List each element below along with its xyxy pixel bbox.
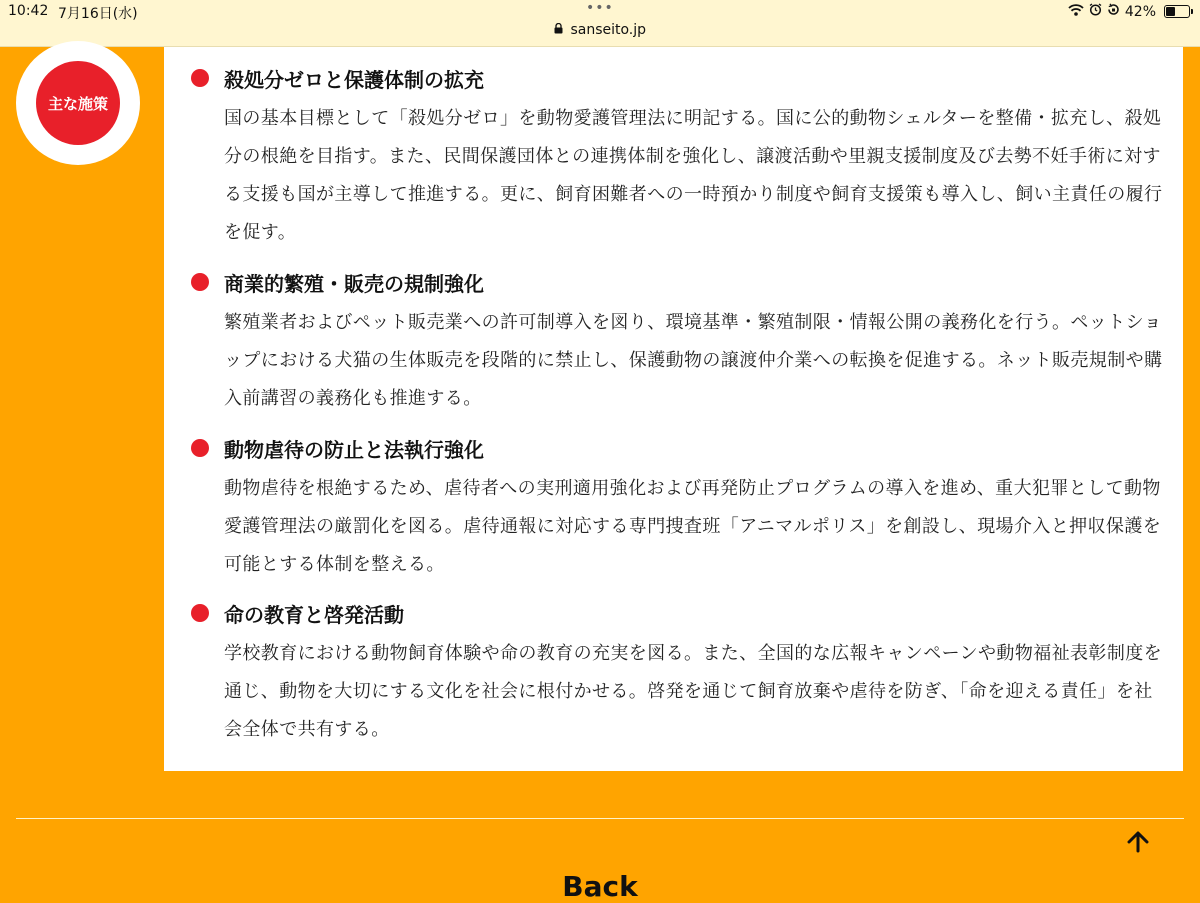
- url-text: sanseito.jp: [570, 22, 647, 38]
- policy-body: 動物虐待を根絶するため、虐待者への実刑適用強化および再発防止プログラムの導入を進め、重大犯罪として動物愛護管理法の厳罰化を図る。虐待通報に対応する専門捜査班「アニマルポリス」を創設し、現場介入と押収保護を可能とする体制を整える。: [224, 478, 1162, 575]
- red-bullet-icon: [191, 273, 209, 291]
- arrow-up-icon: [1124, 828, 1152, 856]
- battery-percent: 42%: [1124, 3, 1156, 20]
- red-bullet-icon: [191, 69, 209, 87]
- policy-heading: [190, 266, 1170, 298]
- policy-body: 国の基本目標として「殺処分ゼロ」を動物愛護管理法に明記する。国に公的動物シェルターを整備・拡充し、殺処分の根絶を目指す。また、民間保護団体との連携体制を強化し、譲渡活動や里親支援制度及び去勢不妊手術に対する支援も国が主導して推進する。更に、飼育困難者への一時預かり制度や飼育支援策も導入し、飼い主責任の履行を促す。: [224, 108, 1163, 243]
- policy-heading: [190, 597, 1170, 629]
- address-bar[interactable]: [0, 22, 1200, 38]
- policy-title: 殺処分ゼロと保護体制の拡充: [224, 67, 484, 92]
- wifi-icon: [1068, 4, 1084, 20]
- policy-card: [164, 47, 1183, 771]
- battery-icon: [1164, 5, 1190, 18]
- status-indicators: [1068, 3, 1190, 20]
- policy-title: 命の教育と啓発活動: [224, 602, 404, 627]
- policy-item: [190, 62, 1170, 252]
- red-bullet-icon: [191, 604, 209, 622]
- policy-title: 動物虐待の防止と法執行強化: [224, 437, 484, 462]
- status-date: 7月16日(水): [58, 6, 138, 22]
- back-to-top-button[interactable]: [1124, 828, 1152, 856]
- lock-icon: [554, 24, 567, 37]
- policy-body: 繁殖業者およびペット販売業への許可制導入を図り、環境基準・繁殖制限・情報公開の義務化を行う。ペットショップにおける犬猫の生体販売を段階的に禁止し、保護動物の譲渡仲介業への転換を促進する。ネット販売規制や購入前講習の義務化も推進する。: [224, 312, 1163, 409]
- policy-title: 商業的繁殖・販売の規制強化: [224, 271, 484, 296]
- section-badge-label: 主な施策: [36, 61, 120, 145]
- rotation-lock-icon: [1107, 3, 1120, 20]
- policy-item: [190, 266, 1170, 418]
- status-bar: [0, 0, 1200, 47]
- multitasking-dots-icon[interactable]: •••: [586, 0, 614, 16]
- section-badge: [16, 41, 140, 165]
- policy-heading: [190, 432, 1170, 464]
- alarm-icon: [1089, 3, 1102, 20]
- policy-heading: [190, 62, 1170, 94]
- status-time: 10:42: [8, 3, 49, 19]
- footer-divider: [16, 818, 1184, 819]
- policy-item: [190, 597, 1170, 749]
- policy-item: [190, 432, 1170, 584]
- policy-body: 学校教育における動物飼育体験や命の教育の充実を図る。また、全国的な広報キャンペーンや動物福祉表彰制度を通じ、動物を大切にする文化を社会に根付かせる。啓発を通じて飼育放棄や虐待を防ぎ、「命を迎える責任」を社会全体で共有する。: [224, 643, 1163, 740]
- red-bullet-icon: [191, 439, 209, 457]
- back-link[interactable]: Back: [562, 870, 638, 903]
